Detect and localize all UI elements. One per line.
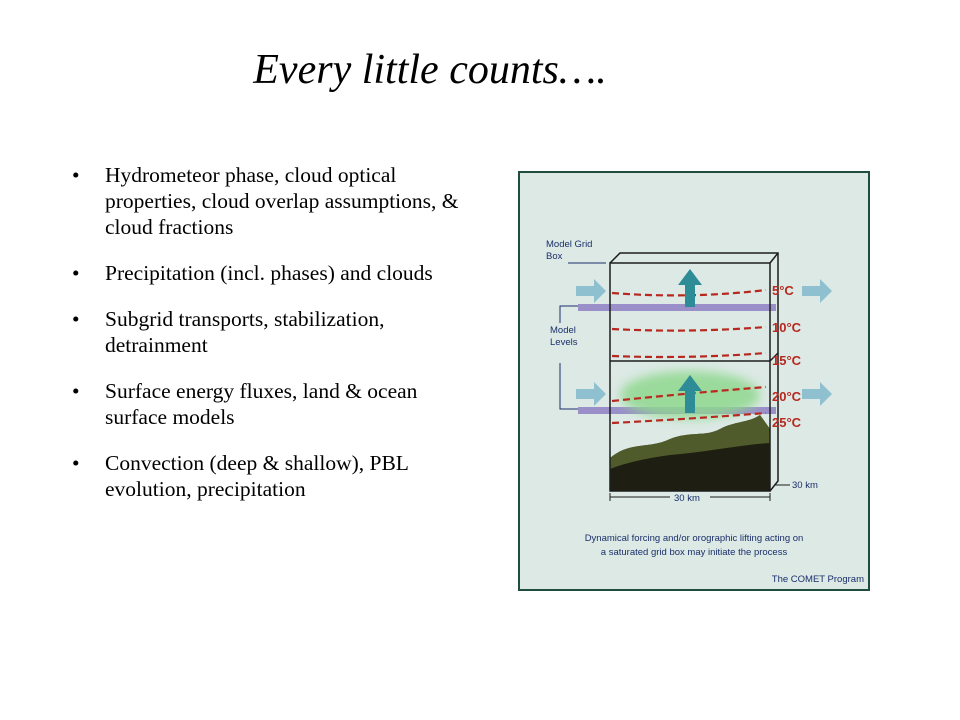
model-level-bar: [578, 304, 776, 311]
dimension-vertical: 30 km: [792, 480, 818, 491]
levels-bracket-bottom: [560, 363, 606, 409]
temp-label-25c: 25°C: [772, 415, 802, 430]
bullet-text: Precipitation (incl. phases) and clouds: [105, 261, 433, 285]
bullet-text: Convection (deep & shallow), PBL evolution, precipitation: [105, 451, 409, 501]
flow-arrow-left-upper: [576, 279, 606, 303]
slide-title: Every little counts….: [253, 47, 607, 93]
updraft-arrow-upper: [678, 269, 702, 307]
flow-arrow-right-lower: [802, 382, 832, 406]
bullet-item: [72, 306, 472, 358]
bullet-marker: •: [72, 261, 80, 285]
flow-arrow-left-lower: [576, 382, 606, 406]
bullet-marker: •: [72, 163, 80, 187]
diagram-canvas: [520, 173, 868, 589]
temp-label-10c: 10°C: [772, 320, 802, 335]
label-levels-line1: Model: [550, 325, 576, 336]
bullet-list: [72, 162, 472, 522]
bullet-marker: •: [72, 451, 80, 475]
dimension-horizontal: 30 km: [674, 493, 700, 504]
temp-label-20c: 20°C: [772, 389, 802, 404]
flow-arrow-right-upper: [802, 279, 832, 303]
bullet-text: Hydrometeor phase, cloud optical properties, cloud overlap assumptions, & cloud fractions: [105, 163, 459, 239]
bullet-item: [72, 260, 472, 286]
grid-box-diagram: [518, 171, 870, 591]
temp-label-15c: 15°C: [772, 353, 802, 368]
label-levels-line2: Levels: [550, 337, 578, 348]
caption-line2: a saturated grid box may initiate the process: [600, 547, 788, 558]
temp-label-5c: 5°C: [772, 283, 794, 298]
bullet-item: [72, 378, 472, 430]
label-grid-box-line1: Model Grid: [546, 239, 593, 250]
bullet-text: Subgrid transports, stabilization, detrainment: [105, 307, 385, 357]
bullet-marker: •: [72, 379, 80, 403]
bullet-text: Surface energy fluxes, land & ocean surface models: [105, 379, 418, 429]
bullet-item: [72, 450, 472, 502]
label-grid-box-line2: Box: [546, 251, 563, 262]
caption-line1: Dynamical forcing and/or orographic lifting acting on: [584, 533, 804, 544]
bullet-item: [72, 162, 472, 240]
credit-label: The COMET Program: [771, 574, 864, 585]
bullet-marker: •: [72, 307, 80, 331]
